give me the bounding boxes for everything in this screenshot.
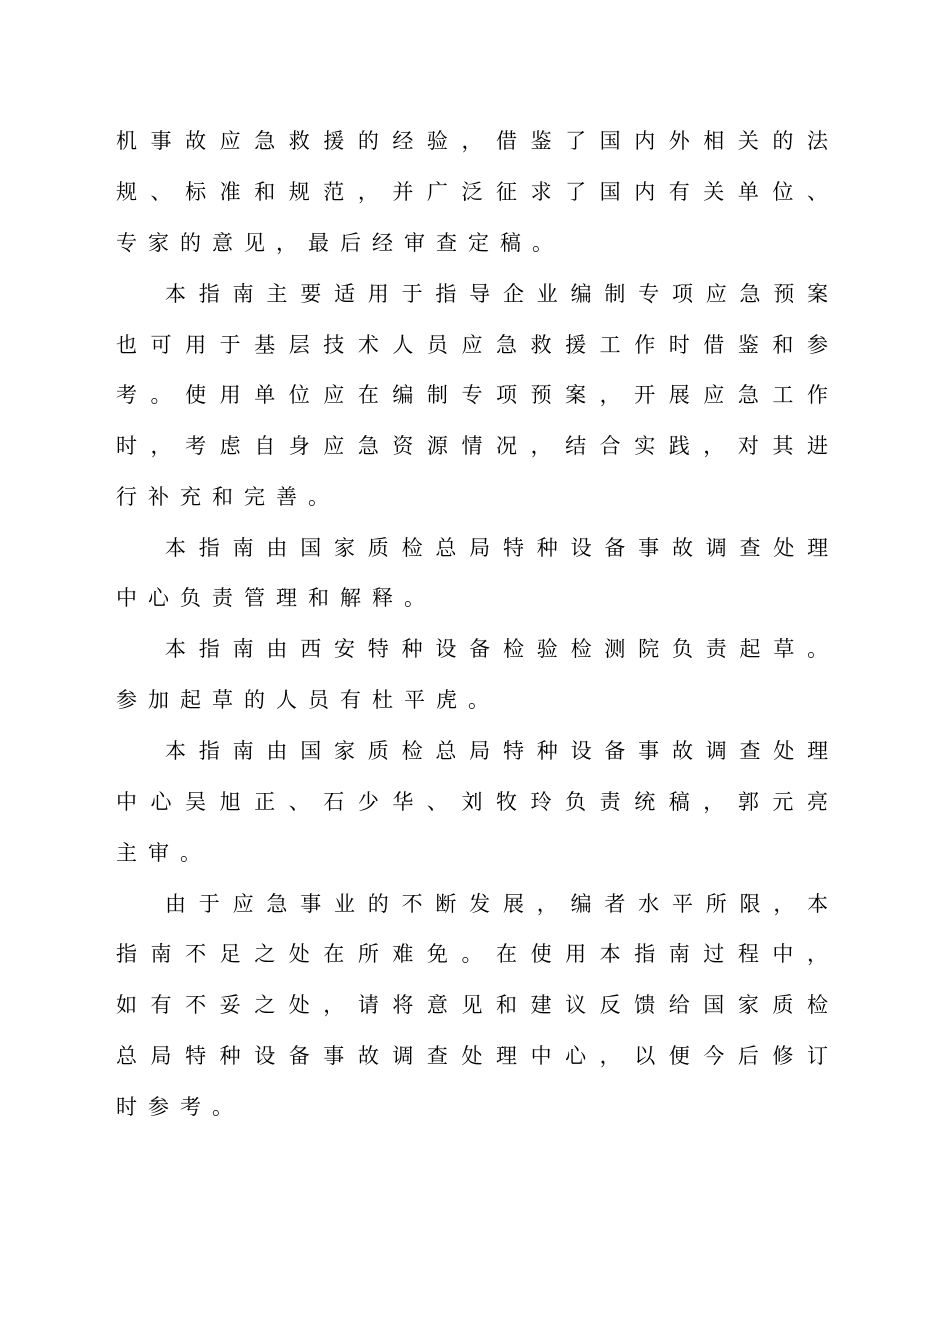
text-line: 规 、 标 准 和 规 范 ， 并 广 泛 征 求 了 国 内 有 关 单 位 、 — [116, 180, 828, 204]
text-line: 本 指 南 主 要 适 用 于 指 导 企 业 编 制 专 项 应 急 预 案 — [165, 282, 828, 306]
text-line: 考 。 使 用 单 位 应 在 编 制 专 项 预 案 ， 开 展 应 急 工 作 — [116, 383, 828, 407]
text-line: 机 事 故 应 急 救 援 的 经 验 ， 借 鉴 了 国 内 外 相 关 的 法 — [116, 129, 828, 153]
text-line: 时参考。 — [116, 1095, 244, 1119]
text-line: 中 心 吴 旭 正 、 石 少 华 、 刘 牧 玲 负 责 统 稿 ， 郭 元 亮 — [116, 790, 828, 814]
text-line: 本 指 南 由 西 安 特 种 设 备 检 验 检 测 院 负 责 起 草 。 — [165, 637, 828, 661]
text-line: 本 指 南 由 国 家 质 检 总 局 特 种 设 备 事 故 调 查 处 理 — [165, 739, 828, 763]
text-line: 本 指 南 由 国 家 质 检 总 局 特 种 设 备 事 故 调 查 处 理 — [165, 536, 828, 560]
text-line: 指 南 不 足 之 处 在 所 难 免 。 在 使 用 本 指 南 过 程 中 ， — [116, 942, 828, 966]
text-line: 主审。 — [116, 841, 212, 865]
text-line: 由 于 应 急 事 业 的 不 断 发 展 ， 编 者 水 平 所 限 ， 本 — [165, 892, 828, 916]
text-line: 专家的意见，最后经审查定稿。 — [116, 231, 564, 255]
text-line: 也 可 用 于 基 层 技 术 人 员 应 急 救 援 工 作 时 借 鉴 和 参 — [116, 333, 828, 357]
text-line: 参加起草的人员有杜平虎。 — [116, 688, 500, 712]
text-line: 总 局 特 种 设 备 事 故 调 查 处 理 中 心 ， 以 便 今 后 修 订 — [116, 1044, 828, 1068]
text-line: 行补充和完善。 — [116, 485, 340, 509]
text-line: 中心负责管理和解释。 — [116, 586, 436, 610]
text-line: 如 有 不 妥 之 处 ， 请 将 意 见 和 建 议 反 馈 给 国 家 质 检 — [116, 993, 828, 1017]
text-line: 时 ， 考 虑 自 身 应 急 资 源 情 况 ， 结 合 实 践 ， 对 其 进 — [116, 434, 828, 458]
